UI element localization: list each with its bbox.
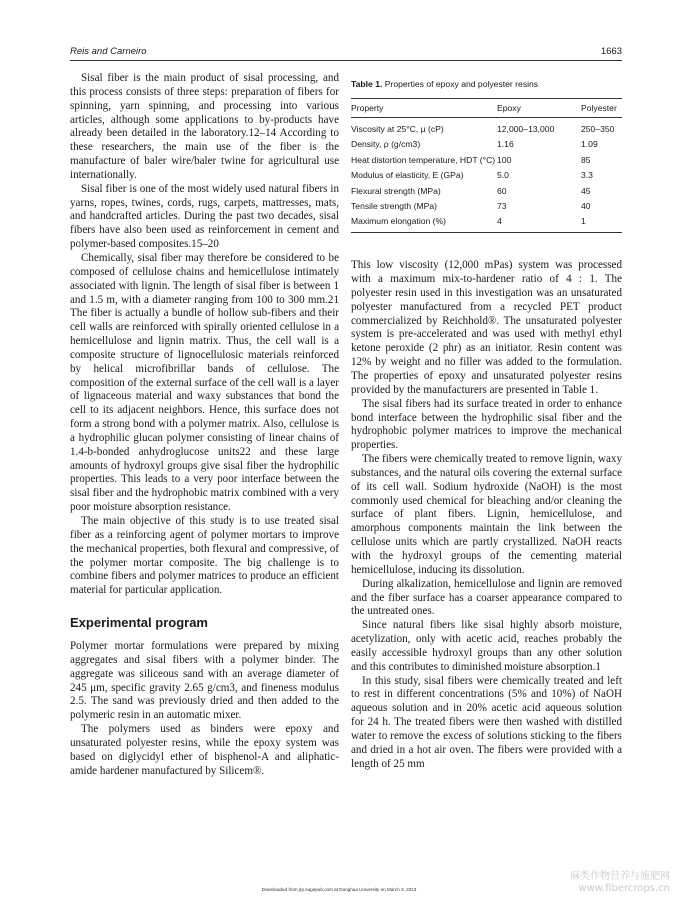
table-cell: Modulus of elasticity, E (GPa) — [351, 170, 464, 181]
table-cell: 5.0 — [497, 170, 509, 181]
table-cell: Heat distortion temperature, HDT (°C) — [351, 154, 496, 165]
table-row — [351, 118, 622, 138]
table-row — [351, 153, 622, 168]
table-row — [351, 199, 622, 214]
page-number: 1663 — [600, 46, 622, 57]
table-cell: 45 — [581, 185, 591, 196]
site-watermark — [570, 871, 670, 895]
running-header-authors: Reis and Carneiro — [70, 46, 147, 57]
section-heading: Experimental program — [70, 615, 208, 631]
table-cell: 60 — [497, 185, 507, 196]
left-column — [70, 72, 339, 779]
table-row — [351, 183, 622, 198]
body-paragraph: Chemically, sisal fiber may therefore be considered to be composed of cellulose chains and hemicellulose intimately associated with lignin. The length of sisal fiber is between 1 and 1.5 m, with a diameter ranging from 100 to 300 mm.21 The fiber is actually a bundle of hollow sub-fibers and their cell walls are reinforced with spirally oriented cellulose in a hemicellulose and lignin matrix. Thus, the cell wall is a composite structure of lignocellulosic materials reinforced by helical microfibrillar bands of cellulose. The composition of the external surface of the cell wall is a layer of lignaceous material and waxy substances that bond the cell to its adjacent neighbors. Hence, this surface does not form a strong bond with a polymer matrix. Also, cellulose is a hydrophilic glucan polymer consisting of linear chains of 1.4-b-bonded anhydroglucose units22 and these large amounts of hydroxyl groups give sisal fiber the hydrophilic properties. This leads to a very poor interface between the sisal fiber and the hydrophobic matrix combined with a very poor moisture absorption resistance. — [70, 251, 339, 514]
table-header-row — [351, 99, 622, 118]
table-caption — [351, 79, 622, 89]
body-paragraph: The sisal fibers had its surface treated in order to enhance bond interface between the hydrophilic sisal fiber and the hydrophobic polymer matrices to improve the mechanical properties. — [351, 397, 622, 452]
table-cell: 73 — [497, 200, 507, 211]
body-paragraph: The fibers were chemically treated to remove lignin, waxy substances, and the natural oils covering the external surface of its cell wall. Sodium hydroxide (NaOH) is the most commonly used chemical for bleaching and/or cleaning the surface of plant fibers. Lignin, hemicellulose, and amorphous components maintain the link between the cellulose units which are partly crystallized. NaOH reacts with the hydroxyl groups of the cementing material hemicellulose, inducing its dissolution. — [351, 453, 622, 576]
table-header-cell: Epoxy — [497, 99, 581, 118]
body-paragraph: Polymer mortar formulations were prepared by mixing aggregates and sisal fibers with a polymer binder. The aggregate was siliceous sand with an average diameter of 245 μm, specific gravity 2.65 g/cm3, and fineness modulus 2.5. The sand was previously dried and then added to the polymeric resin in an automatic mixer. — [70, 640, 339, 722]
properties-table — [351, 98, 622, 233]
body-paragraph: During alkalization, hemicellulose and lignin are removed and the fiber surface has a coarser appearance compared to the untreated ones. — [351, 577, 622, 618]
table-cell: 100 — [497, 154, 512, 165]
table-cell: Density, ρ (g/cm3) — [351, 139, 421, 150]
table-cell: 4 — [497, 214, 581, 233]
body-paragraph: The main objective of this study is to use treated sisal fiber as a reinforcing agent of polymer mortars to improve the mechanical properties, both flexural and compressive, of the polymer mortar composite. The big challenge is to combine fibers and polymer matrices to produce an efficient material for particular application. — [70, 515, 339, 597]
table-caption-text: Properties of epoxy and polyester resins — [384, 79, 539, 89]
body-paragraph: This low viscosity (12,000 mPas) system was processed with a maximum mix-to-hardener ratio of 4 : 1. The polyester resin used in this investigation was an unsaturated polyester manufactured from a recycled PET product commercialized by Reichhold®. The unsaturated polyester system is pre-accelerated and was used with methyl ethyl ketone peroxide (2 phr) as an initiator. Resin content was 12% by weight and no filler was added to the formulation. The properties of epoxy and unsaturated polyester resins provided by the manufacturers are presented in Table 1. — [351, 259, 622, 396]
body-paragraph: Sisal fiber is one of the most widely used natural fibers in yarns, ropes, twines, cords, rugs, carpets, mattresses, mats, and handcrafted articles. During the past two decades, sisal fibers have also been used as reinforcement in cement and polymer-based composites.15–20 — [70, 182, 339, 251]
body-paragraph: The polymers used as binders were epoxy and unsaturated polyester resins, while the epoxy system was based on diglycidyl ether of bisphenol-A and aliphatic-amide hardener manufactured by Silicem®. — [70, 723, 339, 777]
table-caption-label: Table 1. — [351, 79, 383, 89]
table-cell: 85 — [581, 154, 591, 165]
body-paragraph: Since natural fibers like sisal highly absorb moisture, acetylization, only with acetic acid, reaches probably the easily accessible hydroxyl groups than any other solution and this contributes to diminished moisture absorption.1 — [351, 619, 622, 673]
table-cell: Tensile strength (MPa) — [351, 200, 437, 211]
table-header-cell: Polyester — [581, 99, 622, 118]
table-cell: Maximum elongation (%) — [351, 214, 497, 233]
table-row — [351, 137, 622, 152]
table-cell: 12,000–13,000 — [497, 124, 555, 134]
table-cell: 1.16 — [497, 139, 514, 150]
right-column — [351, 79, 622, 771]
table-cell: 250–350 — [581, 124, 615, 134]
table-cell: Flexural strength (MPa) — [351, 185, 441, 196]
table-row — [351, 214, 622, 233]
running-header — [70, 46, 622, 61]
body-paragraph: Sisal fiber is the main product of sisal processing, and this process consists of three steps: preparation of fibers for spinning, yarn spinning, and processing into various articles, although some applications to by-products have already been detailed in the laboratory.12–14 According to these researchers, the main use of the fiber is the manufacture of baler wire/baler twine for agricultural use internationally. — [70, 72, 339, 181]
download-footer: Downloaded from jrp.sagepub.com at Donghua University on March 3, 2013 — [261, 887, 417, 892]
table-cell: 3.3 — [581, 170, 593, 181]
table-cell: Viscosity at 25°C, μ (cP) — [351, 124, 444, 134]
body-paragraph: In this study, sisal fibers were chemically treated and left to rest in different concentrations (5% and 10%) of NaOH aqueous solution and in 20% acetic acid aqueous solution for 24 h. The treated fibers were then washed with distilled water to remove the excess of solutions sticking to the fibers and dried in a hot air oven. The fibers were provided with a length of 25 mm — [351, 674, 622, 770]
table-row — [351, 168, 622, 183]
watermark-line: www.fibercrops.cn — [578, 883, 670, 894]
table-header-cell: Property — [351, 99, 497, 118]
watermark-line: 麻类作物营养与施肥网 — [570, 871, 670, 882]
table-cell: 1 — [581, 214, 622, 233]
table-cell: 1.09 — [581, 139, 598, 150]
table-cell: 40 — [581, 200, 591, 211]
